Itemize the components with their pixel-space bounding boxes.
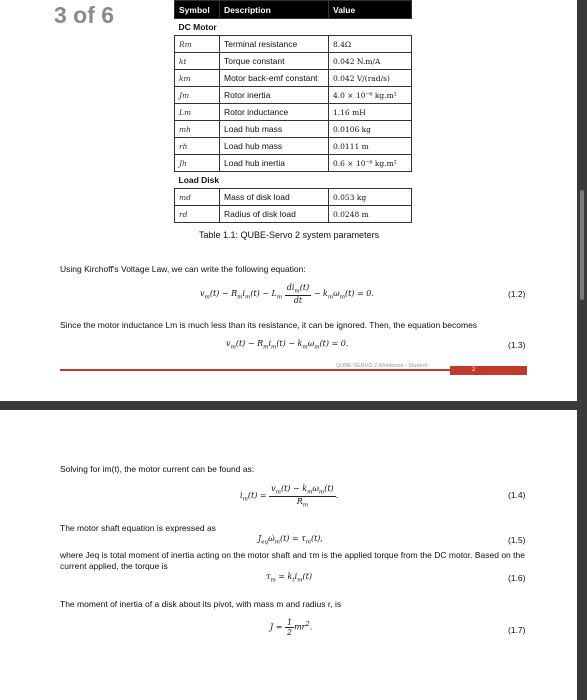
value-cell: 1.16 mH	[329, 104, 412, 121]
description-cell: Terminal resistance	[220, 36, 329, 53]
value-cell: 0.053 kg	[329, 189, 412, 206]
description-cell: Mass of disk load	[220, 189, 329, 206]
description-cell: Load hub mass	[220, 138, 329, 155]
description-cell: Load hub mass	[220, 121, 329, 138]
symbol-cell: mh	[175, 121, 220, 138]
equation-number: (1.5)	[508, 535, 526, 545]
value-cell: 0.6 × 10⁻⁶ kg.m²	[329, 155, 412, 172]
header-description: Description	[220, 1, 329, 19]
symbol-cell: km	[175, 70, 220, 87]
table-row	[175, 70, 412, 87]
where-paragraph: where Jeq is total moment of inertia acting on the motor shaft and τm is the applied torque from the DC motor. Based on the current applied, the torque is	[60, 550, 525, 571]
section-row-load-disk	[175, 172, 412, 189]
table-caption: Table 1.1: QUBE-Servo 2 system parameters	[199, 230, 380, 240]
equation-1-3: $v_m(t) - R_mi_m(t) - k_m\omega_m(t) = 0$.	[226, 339, 349, 351]
equation-1-5: $J_{eq}\omegȧ_m(t) = \tau_m(t)$,	[258, 534, 323, 546]
page-indicator: 3 of 6	[54, 2, 115, 28]
equation-1-4: $i_m(t)$ = $\frac{v_m(t) - k_m\omega_m(t)}{R_m}$ .	[240, 484, 339, 509]
equation-number: (1.6)	[508, 573, 526, 583]
kvl-paragraph: Using Kirchoff's Voltage Law, we can write the following equation:	[60, 264, 306, 274]
section-label: Load Disk	[178, 175, 220, 185]
value-cell: 0.042 N.m/A	[329, 53, 412, 70]
table-row	[175, 138, 412, 155]
value-cell: 4.0 × 10⁻⁶ kg.m²	[329, 87, 412, 104]
value-cell: 8.4Ω	[329, 36, 412, 53]
symbol-cell: rh	[175, 138, 220, 155]
equation-number: (1.7)	[508, 625, 526, 635]
table-row	[175, 206, 412, 223]
equation-number: (1.4)	[508, 490, 526, 500]
table-row	[175, 155, 412, 172]
table-row	[175, 104, 412, 121]
solving-paragraph: Solving for im(t), the motor current can be found as:	[60, 464, 255, 474]
table-row	[175, 53, 412, 70]
parameters-table	[174, 0, 412, 223]
header-value: Value	[329, 1, 412, 19]
symbol-cell: Lm	[175, 104, 220, 121]
value-cell: 0.0106 kg	[329, 121, 412, 138]
footer-text: QUBE-SERVO 2 Workbook - Student	[336, 363, 428, 369]
value-cell: 0.0111 m	[329, 138, 412, 155]
description-cell: Load hub inertia	[220, 155, 329, 172]
table-header-row	[175, 1, 412, 19]
symbol-cell: rd	[175, 206, 220, 223]
value-cell: 0.042 V/(rad/s)	[329, 70, 412, 87]
equation-number: (1.3)	[508, 340, 526, 350]
shaft-paragraph: The motor shaft equation is expressed as	[60, 523, 216, 533]
table-row	[175, 189, 412, 206]
section-row-dc-motor	[175, 19, 412, 36]
table-row	[175, 87, 412, 104]
moment-paragraph: The moment of inertia of a disk about its pivot, with mass m and radius r, is	[60, 599, 342, 609]
description-cell: Motor back-emf constant	[220, 70, 329, 87]
description-cell: Rotor inductance	[220, 104, 329, 121]
symbol-cell: kt	[175, 53, 220, 70]
symbol-cell: Jm	[175, 87, 220, 104]
scrollbar-thumb[interactable]	[580, 190, 584, 300]
equation-1-7: J = $\frac{1}{2}$ $mr^2$.	[270, 618, 313, 637]
description-cell: Rotor inertia	[220, 87, 329, 104]
section-label: DC Motor	[178, 22, 217, 32]
header-symbol: Symbol	[175, 1, 220, 19]
symbol-cell: md	[175, 189, 220, 206]
equation-1-2: $v_m(t) - R_mi_m(t) - L_m$ $\frac{di_m(t)}{dt}$ − $k_m\omega_m(t) = 0$.	[200, 283, 374, 305]
equation-number: (1.2)	[508, 289, 526, 299]
value-cell: 0.0248 m	[329, 206, 412, 223]
symbol-cell: Jh	[175, 155, 220, 172]
document-page-4	[0, 410, 577, 700]
vertical-scrollbar[interactable]	[577, 0, 587, 700]
inductance-paragraph: Since the motor inductance Lm is much less than its resistance, it can be ignored. Then, the equation becomes	[60, 320, 478, 330]
table-row	[175, 121, 412, 138]
table-row	[175, 36, 412, 53]
description-cell: Radius of disk load	[220, 206, 329, 223]
symbol-cell: Rm	[175, 36, 220, 53]
equation-1-6: $\tau_m = k_ti_m(t)$	[266, 572, 312, 584]
description-cell: Torque constant	[220, 53, 329, 70]
footer-page-number: 2	[450, 366, 527, 375]
